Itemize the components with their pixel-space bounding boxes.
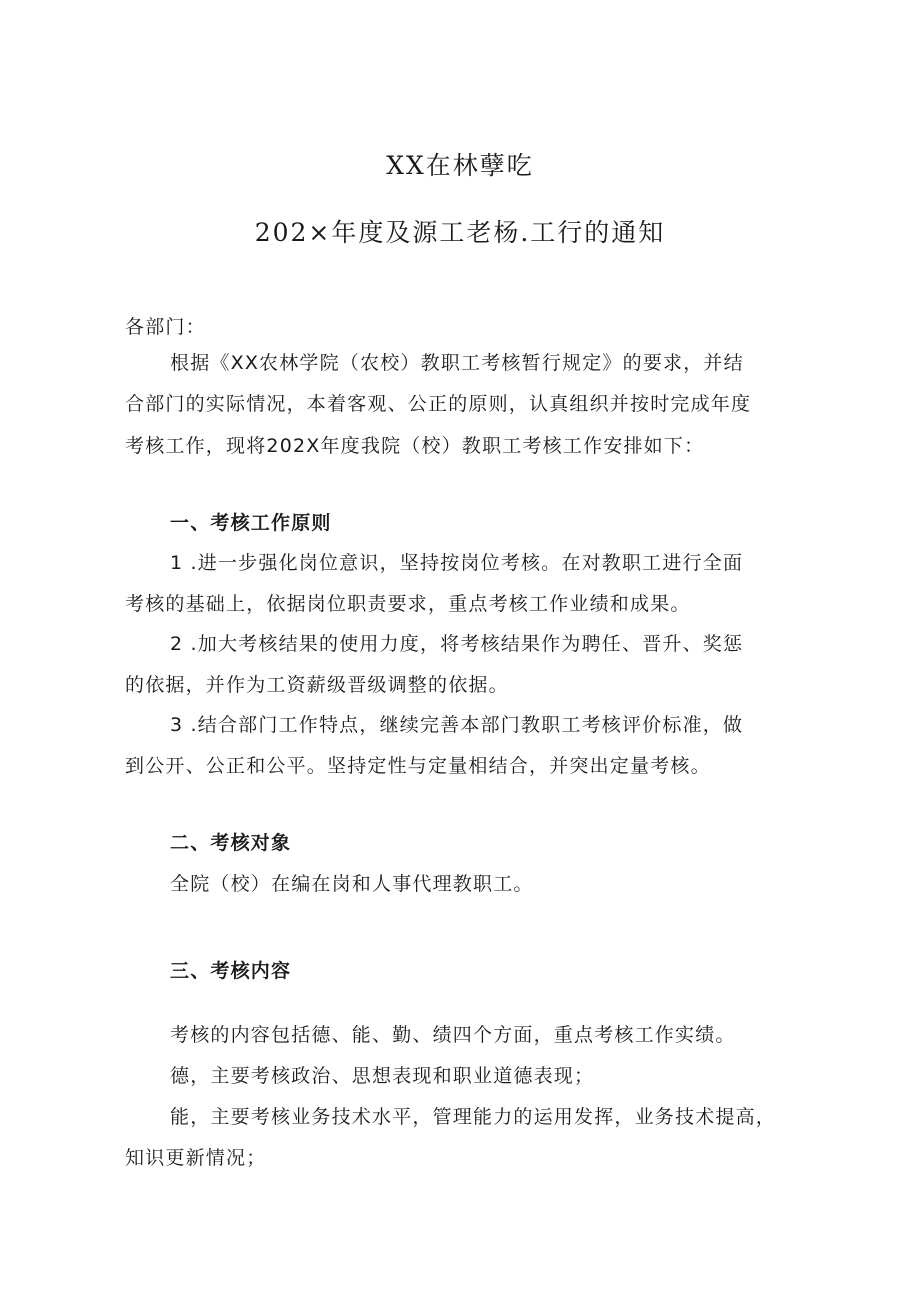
intro-line-3: 考核工作，现将202X年度我院（校）教职工考核工作安排如下：: [125, 435, 705, 457]
section3-line-3: 能，主要考核业务技术水平，管理能力的运用发挥，业务技术提高，: [170, 1106, 777, 1128]
section1-line-1: 1 .进一步强化岗位意识，坚持按岗位考核。在对教职工进行全面: [170, 552, 744, 574]
section3-line-2: 德，主要考核政治、思想表现和职业道德表现；: [170, 1065, 595, 1087]
document-title-line1: XX在林孽吃: [386, 151, 534, 180]
intro-line-1: 根据《XX农林学院（农校）教职工考核暂行规定》的要求，并结: [170, 352, 744, 374]
section1-heading: 一、考核工作原则: [170, 512, 332, 534]
section1-line-6: 到公开、公正和公平。坚持定性与定量相结合，并突出定量考核。: [125, 755, 711, 777]
section3-line-4: 知识更新情况；: [125, 1147, 267, 1169]
section2-line-1: 全院（校）在编在岗和人事代理教职工。: [170, 873, 534, 895]
section1-line-5: 3 .结合部门工作特点，继续完善本部门教职工考核评价标准，做: [170, 714, 744, 736]
section3-heading: 三、考核内容: [170, 960, 292, 982]
intro-line-2: 合部门的实际情况，本着客观、公正的原则，认真组织并按时完成年度: [125, 393, 752, 415]
document-title-line2: 202×年度及源工老杨.工行的通知: [254, 218, 666, 247]
salutation: 各部门：: [125, 316, 206, 338]
section1-line-4: 的依据，并作为工资薪级晋级调整的依据。: [125, 674, 509, 696]
section2-heading: 二、考核对象: [170, 832, 292, 854]
section3-line-1: 考核的内容包括德、能、勤、绩四个方面，重点考核工作实绩。: [170, 1024, 736, 1046]
section1-line-3: 2 .加大考核结果的使用力度，将考核结果作为聘任、晋升、奖惩: [170, 633, 744, 655]
section1-line-2: 考核的基础上，依据岗位职责要求，重点考核工作业绩和成果。: [125, 593, 691, 615]
